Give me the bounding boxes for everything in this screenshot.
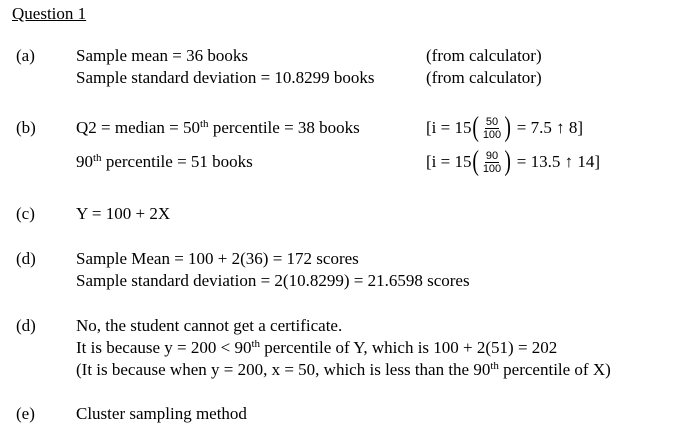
part-d2-line-3: (It is because when y = 200, x = 50, which is less than the 90th percentile of X) [76,360,611,379]
part-d1-line-2: Sample standard deviation = 2(10.8299) = 21.6598 scores [76,271,470,290]
part-d1-line-1: Sample Mean = 100 + 2(36) = 172 scores [76,249,359,268]
part-b-calc-2: [i = 15 ( $\frac{90}{100}$ ) = 13.5 ↑ 14] [426,146,600,178]
part-b-calc-1: [i = 15 ( $\frac{50}{100}$ ) = 7.5 ↑ 8] [426,112,583,144]
question-title: Question 1 [12,4,87,23]
part-a-note-2: (from calculator) [426,68,542,87]
part-b-line-1: Q2 = median = 50th percentile = 38 books [76,118,360,137]
part-e-line-1: Cluster sampling method [76,404,247,423]
part-d2-line-2: It is because y = 200 < 90th percentile of Y, which is 100 + 2(51) = 202 [76,338,558,357]
part-d2-line-1: No, the student cannot get a certificate. [76,316,343,335]
part-a-line-2: Sample standard deviation = 10.8299 books [76,68,375,87]
part-d2-label: (d) [16,316,36,335]
part-b-label: (b) [16,118,36,137]
part-a-line-1: Sample mean = 36 books [76,46,249,65]
part-c-line-1: Y = 100 + 2X [76,204,171,223]
part-d1-label: (d) [16,249,36,268]
part-a-note-1: (from calculator) [426,46,542,65]
part-e-label: (e) [16,404,35,423]
part-b-line-2: 90th percentile = 51 books [76,152,253,171]
part-a-label: (a) [16,46,35,65]
part-c-label: (c) [16,204,35,223]
